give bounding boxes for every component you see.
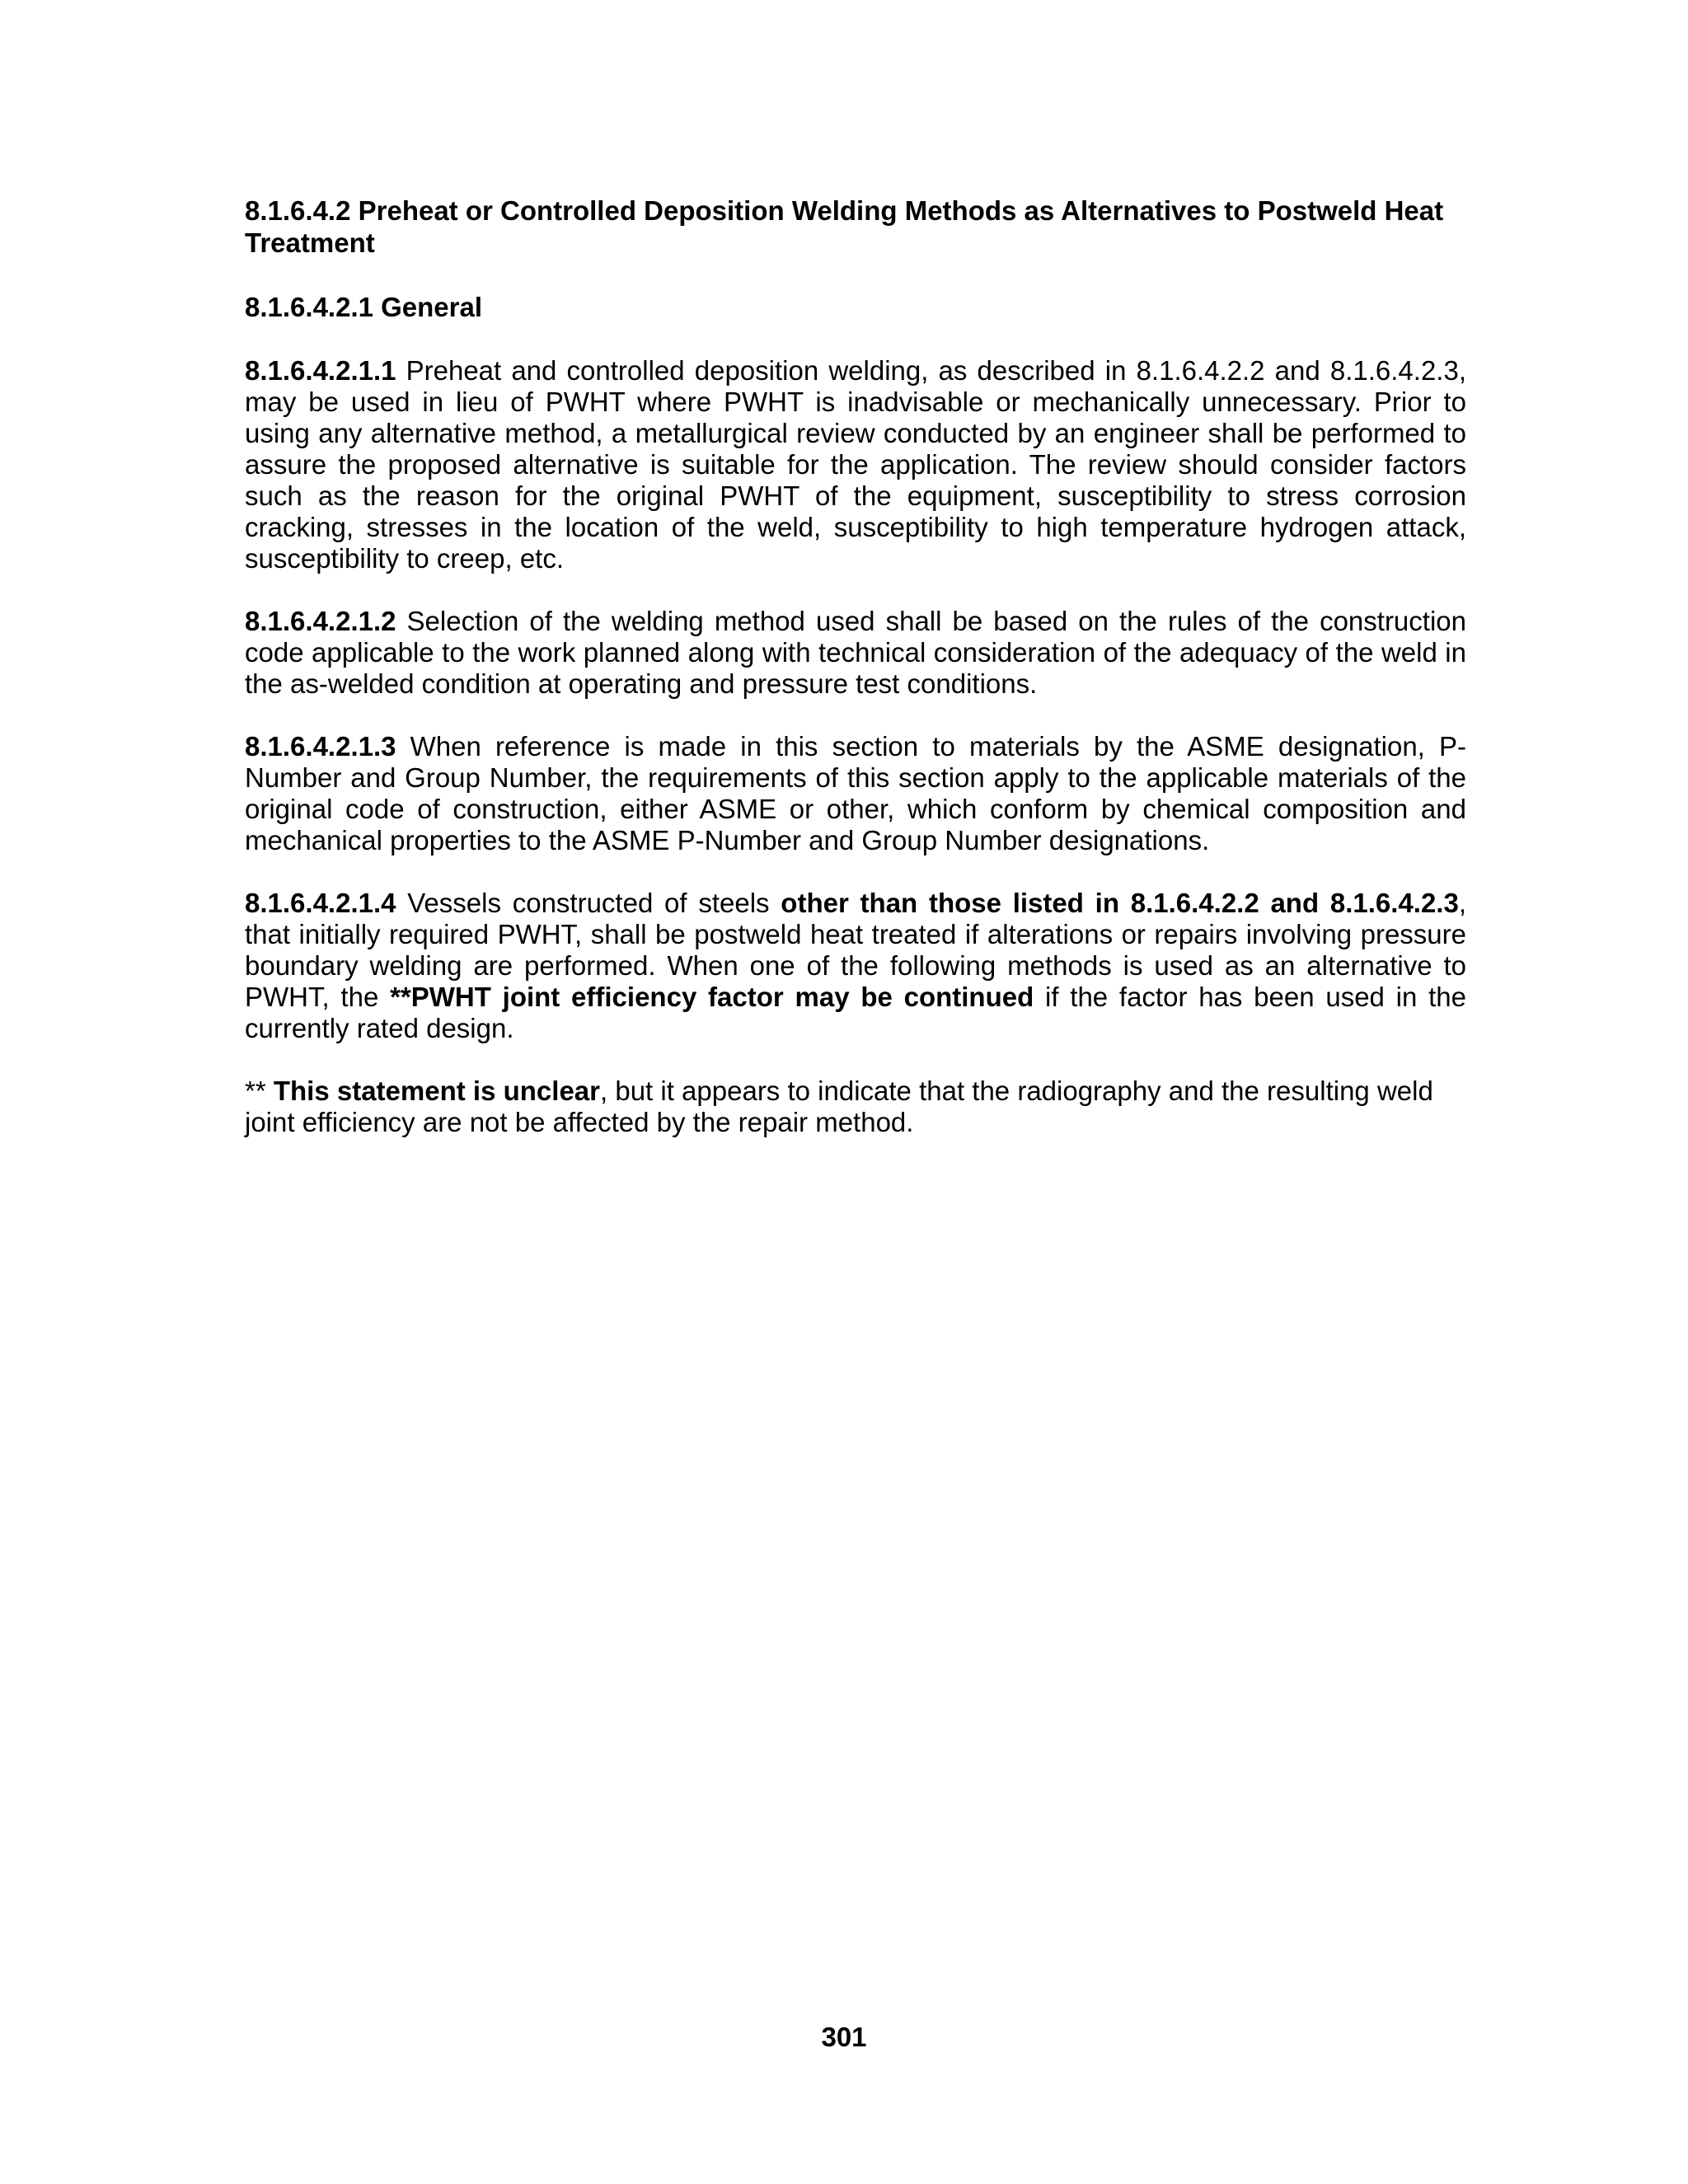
paragraph-number: 8.1.6.4.2.1.3 [245, 731, 396, 762]
footnote-paragraph [245, 1076, 1466, 1138]
note-marker: ** [245, 1076, 274, 1106]
subsection-heading: 8.1.6.4.2.1 General [245, 292, 483, 322]
paragraph-number: 8.1.6.4.2.1.2 [245, 606, 396, 636]
emphasis-text: other than those listed in 8.1.6.4.2.2 and 8.1.6.4.2.3 [781, 888, 1459, 918]
page-content [245, 194, 1466, 1169]
paragraph-number: 8.1.6.4.2.1.1 [245, 355, 396, 386]
paragraph-8-1-6-4-2-1-2 [245, 606, 1466, 700]
note-emphasis: This statement is unclear [273, 1076, 600, 1106]
paragraph-8-1-6-4-2-1-4 [245, 888, 1466, 1044]
page-number: 301 [821, 2022, 867, 2052]
section-heading: 8.1.6.4.2 Preheat or Controlled Deposition Welding Methods as Alternatives to Postweld Heat Treatment [245, 195, 1444, 258]
note-text: , but it appears to indicate that the radiography and the resulting weld joint efficiency are not be affected by the repair method. [245, 1076, 1433, 1137]
emphasis-text: **PWHT joint efficiency factor may be continued [390, 982, 1034, 1012]
paragraph-8-1-6-4-2-1-1 [245, 355, 1466, 574]
paragraph-8-1-6-4-2-1-3 [245, 731, 1466, 856]
paragraph-text: When reference is made in this section to materials by the ASME designation, P-Number and Group Number, the requirements of this section apply to the applicable materials of the original code of construction, either ASME or other, which conform by chemical composition and mechanical properties to the ASME P-Number and Group Number designations. [245, 731, 1466, 855]
paragraph-text: Preheat and controlled deposition welding, as described in 8.1.6.4.2.2 and 8.1.6.4.2.3, may be used in lieu of PWHT where PWHT is inadvisable or mechanically unnecessary. Prior to using any alternative method, a metallurgical review conducted by an engineer shall be performed to assure the proposed alternative is suitable for the application. The review should consider factors such as the reason for the original PWHT of the equipment, susceptibility to stress corrosion cracking, stresses in the location of the weld, susceptibility to high temperature hydrogen attack, susceptibility to creep, etc. [245, 355, 1466, 574]
paragraph-number: 8.1.6.4.2.1.4 [245, 888, 396, 918]
paragraph-text: if the factor has been used in the currently rated design. [245, 982, 1466, 1043]
paragraph-text: Vessels constructed of steels [396, 888, 781, 918]
paragraph-text: , that initially required PWHT, shall be postweld heat treated if alterations or repairs involving pressure boundary welding are performed. When one of the following methods is used as an alternative to PWHT, the [245, 888, 1467, 1012]
paragraph-text: Selection of the welding method used shall be based on the rules of the construction code applicable to the work planned along with technical consideration of the adequacy of the weld in the as-welded condition at operating and pressure test conditions. [245, 606, 1466, 699]
